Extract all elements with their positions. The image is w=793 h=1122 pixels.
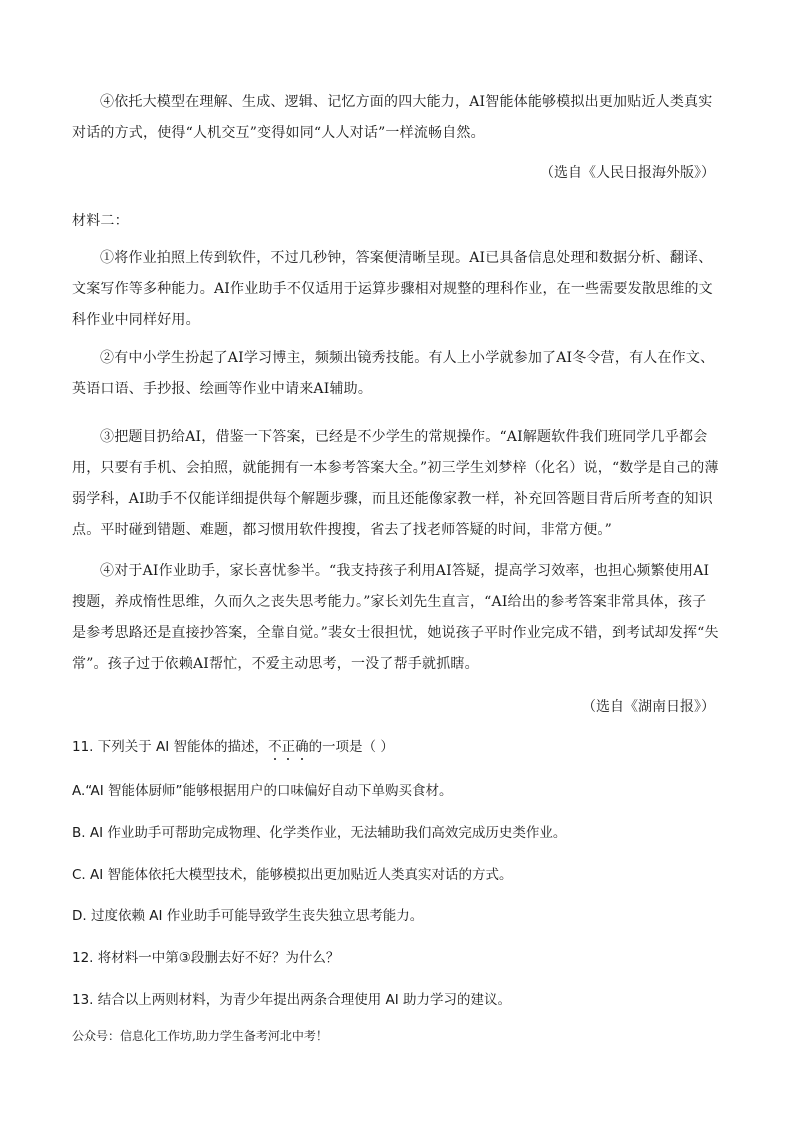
question-11 bbox=[72, 737, 732, 757]
question-13: 13. 结合以上两则材料，为青少年提出两条合理使用 AI 助力学习的建议。 bbox=[72, 992, 512, 1008]
material2-source: （选自《湖南日报》） bbox=[582, 699, 715, 715]
material2-paragraph-2: ②有中小学生扮起了AI学习博主，频频出镜秀技能。有人上小学就参加了AI冬令营，有人在作文、英语口语、手抄报、绘画等作业中请来AI辅助。 bbox=[72, 350, 715, 397]
material2-paragraph-3: ③把题目扔给AI，借鉴一下答案，已经是不少学生的常规操作。“AI解题软件我们班同学几乎都会用，只要有手机、会拍照，就能拥有一本参考答案大全。”初三学生刘梦梓（化名）说，“数学是自己的薄弱学科，AI助手不仅能详细提供每个解题步骤，而且还能像家教一样，补充回答题目背后所考查的知识点。平时碰到错题、难题，都习惯用软件搜搜，省去了找老师答疑的时间，非常方便。” bbox=[72, 429, 719, 538]
option-c: C. AI 智能体依托大模型技术，能够模拟出更加贴近人类真实对话的方式。 bbox=[72, 867, 513, 883]
footer-note: 公众号：信息化工作坊,助力学生备考河北中考！ bbox=[72, 1029, 328, 1043]
option-d: D. 过度依赖 AI 作业助手可能导致学生丧失独立思考能力。 bbox=[72, 908, 424, 924]
material1-source: （选自《人民日报海外版》） bbox=[540, 165, 715, 181]
option-b: B. AI 作业助手可帮助完成物理、化学类作业，无法辅助我们高效完成历史类作业。 bbox=[72, 825, 567, 841]
question-12: 12. 将材料一中第③段删去好不好？为什么？ bbox=[72, 950, 340, 966]
question-11-emphasis-2: 正 bbox=[281, 739, 296, 755]
material2-label: 材料二： bbox=[72, 213, 129, 229]
question-11-suffix: 的一项是（ ） bbox=[308, 739, 394, 755]
material1-paragraph-4: ④依托大模型在理解、生成、逻辑、记忆方面的四大能力，AI智能体能够模拟出更加贴近人类真实对话的方式，使得“人机交互”变得如同“人人对话”一样流畅自然。 bbox=[72, 94, 713, 141]
material2-paragraph-1: ①将作业拍照上传到软件，不过几秒钟，答案便清晰呈现。AI已具备信息处理和数据分析、翻译、文案写作等多种能力。AI作业助手不仅适用于运算步骤相对规整的理科作业，在一些需要发散思维的文科作业中同样好用。 bbox=[72, 250, 713, 328]
question-11-emphasis-1: 不 bbox=[268, 739, 282, 755]
question-11-emphasis-3: 确 bbox=[295, 739, 309, 755]
question-11-prefix: 11. 下列关于 AI 智能体的描述， bbox=[72, 739, 269, 755]
option-a: A.“AI 智能体厨师”能够根据用户的口味偏好自动下单购买食材。 bbox=[72, 783, 453, 799]
material2-paragraph-4: ④对于AI作业助手，家长喜忧参半。“我支持孩子利用AI答疑，提高学习效率，也担心频繁使用AI搜题，养成惰性思维，久而久之丧失思考能力。”家长刘先生直言，“AI给出的参考答案非常具体，孩子是参考思路还是直接抄答案，全靠自觉。”裴女士很担忧，她说孩子平时作业完成不错，到考试却发挥“失常”。孩子过于依赖AI帮忙，不爱主动思考，一没了帮手就抓瞎。 bbox=[72, 563, 719, 672]
